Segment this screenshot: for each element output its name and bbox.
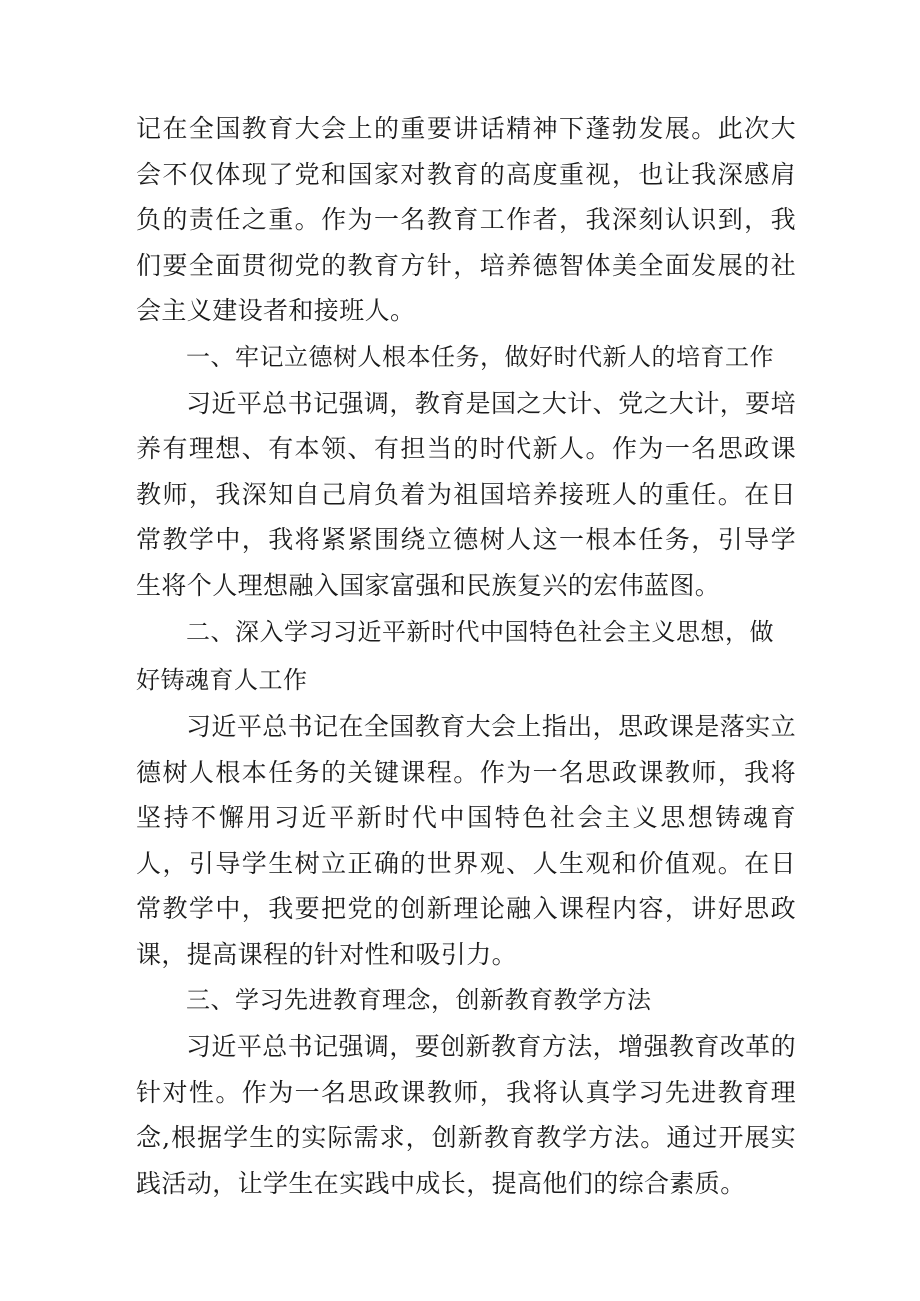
section-3-paragraph: 习近平总书记强调，要创新教育方法，增强教育改革的针对性。作为一名思政课教师，我将认真学习先进教育理念,根据学生的实际需求，创新教育教学方法。通过开展实践活动，让学生在实践中成长，提高他们的综合素质。 [136, 1032, 796, 1198]
section-1-heading: 一、牢记立德树人根本任务，做好时代新人的培育工作 [186, 342, 774, 371]
section-2-paragraph: 习近平总书记在全国教育大会上指出，思政课是落实立德树人根本任务的关键课程。作为一名思政课教师，我将坚持不懈用习近平新时代中国特色社会主义思想铸魂育人，引导学生树立正确的世界观、人生观和价值观。在日常教学中，我要把党的创新理论融入课程内容，讲好思政课，提高课程的针对性和吸引力。 [136, 712, 796, 969]
section-3-heading: 三、学习先进教育理念，创新教育教学方法 [186, 986, 652, 1014]
section-1-paragraph: 习近平总书记强调，教育是国之大计、党之大计，要培养有理想、有本领、有担当的时代新人。作为一名思政课教师，我深知自己肩负着为祖国培养接班人的重任。在日常教学中，我将紧紧围绕立德树人这一根本任务，引导学生将个人理想融入国家富强和民族复兴的宏伟蓝图。 [136, 388, 796, 600]
document-body [136, 106, 796, 1206]
intro-paragraph: 记在全国教育大会上的重要讲话精神下蓬勃发展。此次大会不仅体现了党和国家对教育的高度重视，也让我深感肩负的责任之重。作为一名教育工作者，我深刻认识到，我们要全面贯彻党的教育方针，培养德智体美全面发展的社会主义建设者和接班人。 [136, 114, 796, 325]
section-2-heading: 二、深入学习习近平新时代中国特色社会主义思想，做好铸魂育人工作 [136, 618, 774, 694]
